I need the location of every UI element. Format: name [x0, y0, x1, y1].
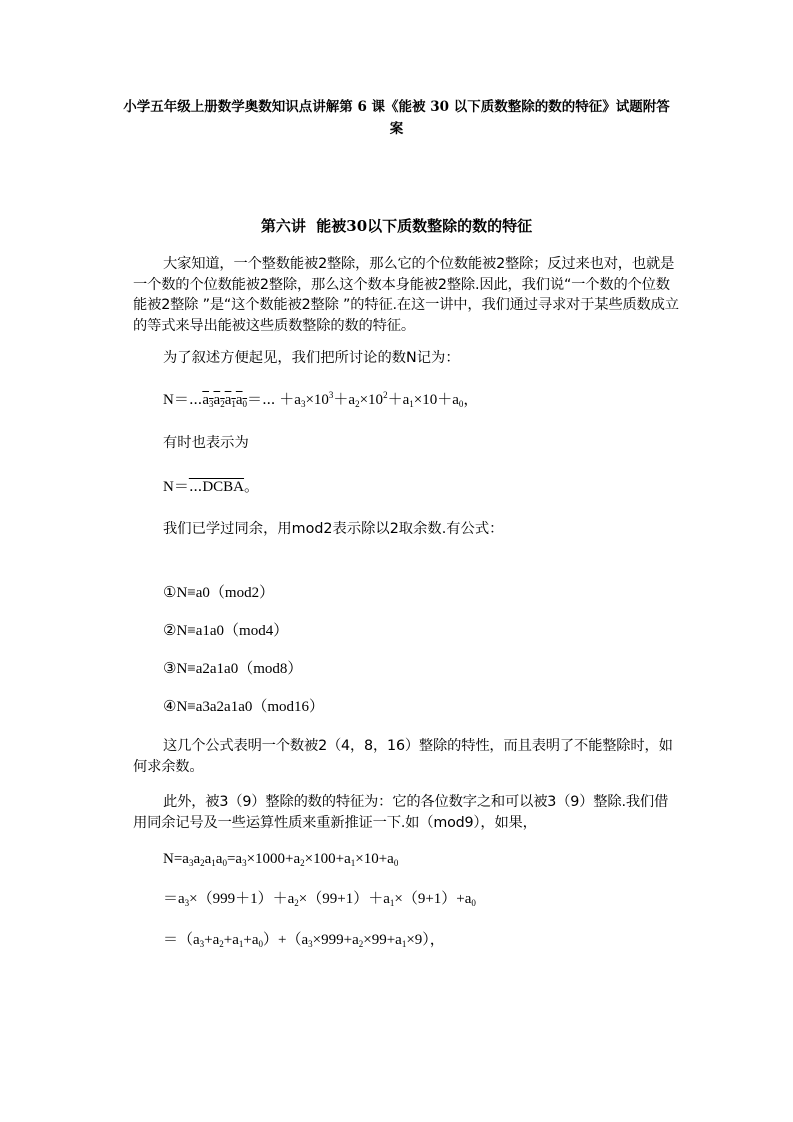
div3-paragraph: [133, 792, 681, 833]
overlined-digits: $a_3a_2a_1a_0$: [202, 392, 248, 409]
formula-explain-paragraph: [133, 736, 681, 777]
document-title-line-1: 小学五年级上册数学奥数知识点讲解第 6 课《能被 30 以下质数整除的数的特征》试题附答: [123, 99, 670, 115]
derivation-line-1: $N=a_3a_2a_1a_0=a_3\times 1000+a_2\times 100+a_1\times 10+a_0$: [163, 851, 399, 868]
derivation-line-3: $=(a_3+a_2+a_1+a_0)+(a_3\times 999+a_2\times 99+a_1\times 9)$，: [163, 932, 445, 949]
congruence-marker: ①: [163, 585, 177, 601]
expansion-equation: [163, 390, 478, 410]
intro-text: 大家知道，一个整数能被2整除，那么它的个位数能被2整除；反过来也对，也就是一个数的个位数能被2整除，那么这个数本身能被2整除.因此，我们说“一个数的个位数能被2整除 ”是“这个数能被2整除 ”的特征.在这一讲中，我们通过寻求对于某些质数成立的等式来导出能被这些质数整除的数的特征。: [133, 256, 679, 334]
sometimes-text: 有时也表示为: [163, 435, 249, 451]
congruence-4: [163, 697, 324, 717]
congruence-marker: ③: [163, 661, 177, 677]
document-title-line-2: 案: [389, 121, 404, 137]
lesson-heading: 第六讲 能被30以下质数整除的数的特征: [260, 217, 533, 235]
letters-equation: [163, 477, 259, 497]
derivation-line-2: $=a_3\times(999+1)+a_2\times(99+1)+a_1\times(9+1)+a_0$: [163, 891, 476, 908]
letters-lhs: N＝: [163, 479, 189, 495]
congruence-1: [163, 583, 274, 603]
congruence-text: N≡a0（mod2）: [176, 585, 275, 601]
congruence-marker: ②: [163, 623, 177, 639]
div3-text: 此外，被3（9）整除的数的特征为：它的各位数字之和可以被3（9）整除.我们借用同余记号及一些运算性质来重新推证一下.如（mod9），如果，: [133, 794, 669, 831]
mod-intro: 我们已学过同余，用mod2表示除以2取余数.有公式：: [163, 521, 504, 537]
document-title: [100, 96, 693, 140]
expansion-rhs: ＝⋯ $+a_3\times 10^3+a_2\times 10^2+a_1\times 10+a_0$，: [247, 390, 479, 409]
formula-explain-text: 这几个公式表明一个数被2（4，8，16）整除的特性，而且表明了不能整除时，如何求余数。: [133, 738, 673, 775]
congruence-text: N≡a2a1a0（mod8）: [176, 661, 303, 677]
congruence-text: N≡a1a0（mod4）: [176, 623, 289, 639]
congruence-text: N≡a3a2a1a0（mod16）: [176, 699, 325, 715]
congruence-marker: ④: [163, 699, 177, 715]
notation-intro: 为了叙述方便起见，我们把所讨论的数N记为：: [163, 350, 460, 366]
letters-tail: 。: [244, 479, 260, 495]
congruence-2: [163, 621, 288, 641]
expansion-lhs: N＝⋯: [163, 392, 203, 408]
congruence-3: [163, 659, 302, 679]
overlined-letters: ⋯DCBA: [188, 479, 245, 495]
intro-paragraph: [133, 254, 681, 336]
